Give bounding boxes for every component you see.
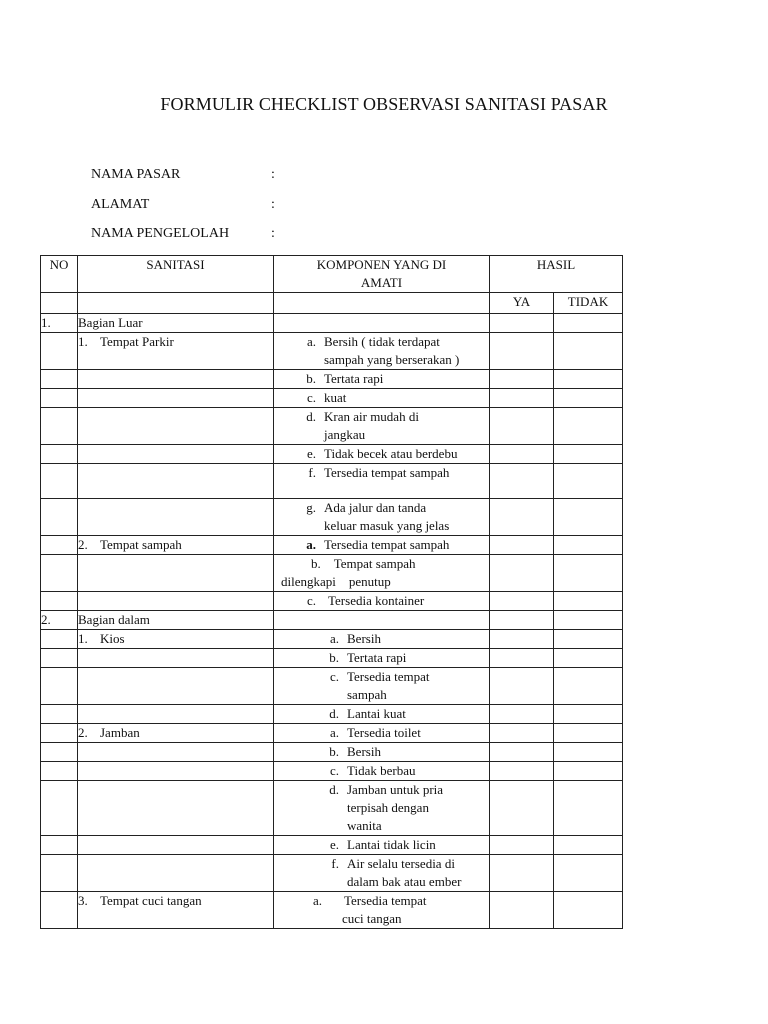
result-ya-cell[interactable] <box>490 314 554 333</box>
table-row <box>41 668 623 705</box>
result-tidak-cell[interactable] <box>554 743 623 762</box>
result-tidak-cell[interactable] <box>554 555 623 592</box>
header-no: NO <box>41 256 78 293</box>
component-cell: f. Tersedia tempat sampah <box>274 464 490 499</box>
result-ya-cell[interactable] <box>490 630 554 649</box>
table-row <box>41 592 623 611</box>
table-row <box>41 892 623 929</box>
component-cell: e. Tidak becek atau berdebu <box>274 445 490 464</box>
result-ya-cell[interactable] <box>490 445 554 464</box>
component-cell: b. Bersih <box>274 743 490 762</box>
header-tidak: TIDAK <box>554 293 623 314</box>
table-row <box>41 370 623 389</box>
section-row <box>41 314 623 333</box>
table-row <box>41 705 623 724</box>
result-tidak-cell[interactable] <box>554 649 623 668</box>
page-title: FORMULIR CHECKLIST OBSERVASI SANITASI PASAR <box>160 94 608 114</box>
table-row <box>41 630 623 649</box>
component-cell: a. Tersedia tempat cuci tangan <box>274 892 490 929</box>
component-cell: d. Lantai kuat <box>274 705 490 724</box>
section-no: 1. <box>41 314 78 333</box>
info-label: ALAMAT <box>91 197 150 212</box>
result-tidak-cell[interactable] <box>554 762 623 781</box>
group-name: 3. Tempat cuci tangan <box>78 892 274 929</box>
info-colon: : <box>271 226 275 241</box>
info-colon: : <box>271 197 275 212</box>
section-no: 2. <box>41 611 78 630</box>
result-ya-cell[interactable] <box>490 499 554 536</box>
component-cell: g. Ada jalur dan tanda keluar masuk yang jelas <box>274 499 490 536</box>
table-row <box>41 389 623 408</box>
result-tidak-cell[interactable] <box>554 408 623 445</box>
component-cell: a. Bersih <box>274 630 490 649</box>
result-ya-cell[interactable] <box>490 536 554 555</box>
result-tidak-cell[interactable] <box>554 499 623 536</box>
result-ya-cell[interactable] <box>490 370 554 389</box>
table-row <box>41 333 623 370</box>
result-tidak-cell[interactable] <box>554 705 623 724</box>
component-cell: e. Lantai tidak licin <box>274 836 490 855</box>
section-row <box>41 611 623 630</box>
component-cell: c. kuat <box>274 389 490 408</box>
component-cell: b. Tertata rapi <box>274 649 490 668</box>
component-cell: a. Tersedia toilet <box>274 724 490 743</box>
info-label: NAMA PASAR <box>91 167 181 182</box>
header-komponen-line: KOMPONEN YANG DI <box>316 257 447 272</box>
result-ya-cell[interactable] <box>490 705 554 724</box>
component-cell: c. Tidak berbau <box>274 762 490 781</box>
result-ya-cell[interactable] <box>490 836 554 855</box>
result-tidak-cell[interactable] <box>554 445 623 464</box>
result-ya-cell[interactable] <box>490 649 554 668</box>
result-tidak-cell[interactable] <box>554 592 623 611</box>
group-name: 1. Kios <box>78 630 274 649</box>
table-row <box>41 743 623 762</box>
component-cell: d. Kran air mudah di jangkau <box>274 408 490 445</box>
table-row <box>41 555 623 592</box>
result-ya-cell[interactable] <box>490 555 554 592</box>
header-row <box>41 256 623 293</box>
component-cell: f. Air selalu tersedia di dalam bak atau ember <box>274 855 490 892</box>
table-row <box>41 762 623 781</box>
table-row <box>41 464 623 499</box>
result-ya-cell[interactable] <box>490 333 554 370</box>
header-komponen <box>274 256 490 293</box>
component-cell: b. Tertata rapi <box>274 370 490 389</box>
table-row <box>41 649 623 668</box>
group-name: 2. Jamban <box>78 724 274 743</box>
result-tidak-cell[interactable] <box>554 536 623 555</box>
table-row <box>41 855 623 892</box>
result-ya-cell[interactable] <box>490 781 554 836</box>
result-tidak-cell[interactable] <box>554 464 623 499</box>
table-row <box>41 781 623 836</box>
result-tidak-cell[interactable] <box>554 892 623 929</box>
table-row <box>41 836 623 855</box>
result-ya-cell[interactable] <box>490 389 554 408</box>
result-tidak-cell[interactable] <box>554 855 623 892</box>
result-tidak-cell[interactable] <box>554 724 623 743</box>
section-name: Bagian dalam <box>78 611 274 630</box>
table-row <box>41 536 623 555</box>
result-ya-cell[interactable] <box>490 408 554 445</box>
info-nama-pasar <box>91 166 275 184</box>
result-ya-cell[interactable] <box>490 855 554 892</box>
component-cell: c. Tersedia kontainer <box>274 592 490 611</box>
result-ya-cell[interactable] <box>490 892 554 929</box>
component-cell: a. Tersedia tempat sampah <box>274 536 490 555</box>
checklist-table <box>40 255 623 929</box>
result-ya-cell[interactable] <box>490 611 554 630</box>
result-tidak-cell[interactable] <box>554 630 623 649</box>
result-tidak-cell[interactable] <box>554 370 623 389</box>
table-row <box>41 724 623 743</box>
result-ya-cell[interactable] <box>490 592 554 611</box>
result-tidak-cell[interactable] <box>554 611 623 630</box>
result-tidak-cell[interactable] <box>554 668 623 705</box>
component-cell: b. Tempat sampah dilengkapi penutup <box>274 555 490 592</box>
table-row <box>41 499 623 536</box>
result-tidak-cell[interactable] <box>554 781 623 836</box>
table-row <box>41 408 623 445</box>
component-cell: a. Bersih ( tidak terdapat sampah yang berserakan ) <box>274 333 490 370</box>
section-name: Bagian Luar <box>78 314 274 333</box>
component-cell: d. Jamban untuk pria terpisah dengan wanita <box>274 781 490 836</box>
result-tidak-cell[interactable] <box>554 389 623 408</box>
header-sanitasi: SANITASI <box>78 256 274 293</box>
component-cell: c. Tersedia tempat sampah <box>274 668 490 705</box>
result-ya-cell[interactable] <box>490 724 554 743</box>
header-komponen-line: AMATI <box>360 275 403 290</box>
result-ya-cell[interactable] <box>490 668 554 705</box>
result-tidak-cell[interactable] <box>554 314 623 333</box>
result-tidak-cell[interactable] <box>554 836 623 855</box>
info-colon: : <box>271 167 275 182</box>
result-ya-cell[interactable] <box>490 464 554 499</box>
info-nama-pengelolah <box>91 225 275 243</box>
header-ya: YA <box>490 293 554 314</box>
result-tidak-cell[interactable] <box>554 333 623 370</box>
result-ya-cell[interactable] <box>490 762 554 781</box>
table-row <box>41 445 623 464</box>
subheader-row <box>41 293 623 314</box>
info-alamat <box>91 196 275 214</box>
header-hasil: HASIL <box>490 256 623 293</box>
group-name: 2. Tempat sampah <box>78 536 274 555</box>
result-ya-cell[interactable] <box>490 743 554 762</box>
info-label: NAMA PENGELOLAH <box>91 226 230 241</box>
group-name: 1. Tempat Parkir <box>78 333 274 370</box>
